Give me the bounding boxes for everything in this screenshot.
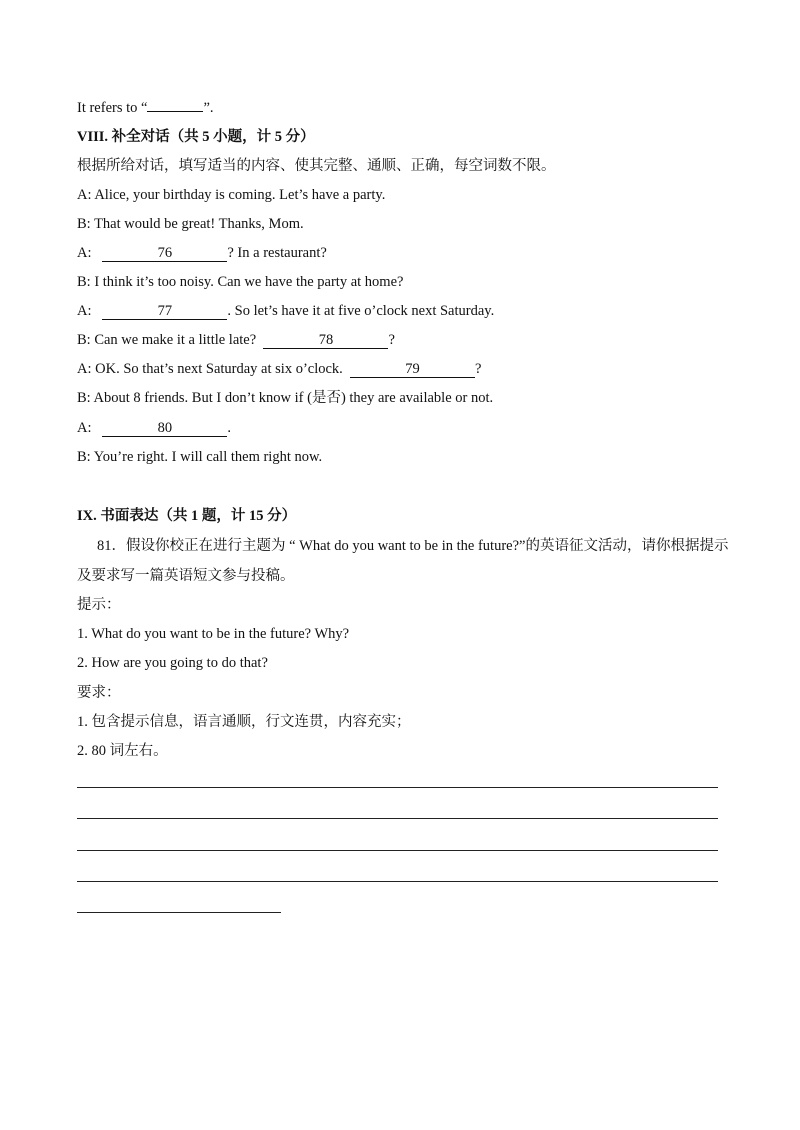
- dialogue-line: A: 76 ? In a restaurant?: [77, 245, 327, 261]
- ref-line-before: It refers to “: [77, 100, 148, 116]
- answer-blank-79[interactable]: 79: [350, 361, 475, 378]
- ref-line: [77, 98, 214, 118]
- dialogue-line: A: OK. So that’s next Saturday at six o’clock. 79 ?: [77, 361, 482, 377]
- dialogue-line: B: That would be great! Thanks, Mom.: [77, 216, 304, 232]
- answer-blank-76[interactable]: 76: [102, 245, 227, 262]
- section8-instruction: 根据所给对话，填写适当的内容、使其完整、通顺、正确，每空词数不限。: [77, 158, 556, 174]
- ref-line-after: ”.: [203, 100, 214, 116]
- writing-line[interactable]: [77, 787, 718, 788]
- writing-line[interactable]: [77, 818, 718, 819]
- requirements-label: 要求：: [77, 685, 121, 701]
- hint-item: 1. What do you want to be in the future? Why?: [77, 626, 350, 642]
- section8-title: VIII. 补全对话（共 5 小题，计 5 分）: [77, 129, 315, 145]
- hint-item: 2. How are you going to do that?: [77, 655, 268, 671]
- question-81-line1: 81．假设你校正在进行主题为 “ What do you want to be in the future?”的英语征文活动，请你根据提示: [97, 538, 729, 554]
- requirement-item: 2. 80 词左右。: [77, 743, 168, 759]
- requirement-item: 1. 包含提示信息，语言通顺，行文连贯，内容充实；: [77, 714, 411, 730]
- hint-label: 提示：: [77, 597, 121, 613]
- answer-blank-80[interactable]: 80: [102, 420, 227, 437]
- section9-title: IX. 书面表达（共 1 题，计 15 分）: [77, 508, 297, 524]
- question-81-line2: 及要求写一篇英语短文参与投稿。: [77, 568, 295, 584]
- dialogue-line: A: 77 . So let’s have it at five o’clock next Saturday.: [77, 303, 495, 319]
- dialogue-line: B: You’re right. I will call them right now.: [77, 449, 323, 465]
- writing-line[interactable]: [77, 881, 718, 882]
- dialogue-line: A: Alice, your birthday is coming. Let’s have a party.: [77, 187, 386, 203]
- dialogue-line: A: 80 .: [77, 420, 231, 436]
- answer-blank-77[interactable]: 77: [102, 303, 227, 320]
- dialogue-line: B: About 8 friends. But I don’t know if (是否) they are available or not.: [77, 390, 494, 406]
- dialogue-line: B: Can we make it a little late? 78 ?: [77, 332, 395, 348]
- dialogue-line: B: I think it’s too noisy. Can we have the party at home?: [77, 274, 404, 290]
- writing-line[interactable]: [77, 850, 718, 851]
- writing-line[interactable]: [77, 912, 281, 913]
- answer-blank-78[interactable]: 78: [263, 332, 388, 349]
- ref-blank[interactable]: [147, 111, 203, 112]
